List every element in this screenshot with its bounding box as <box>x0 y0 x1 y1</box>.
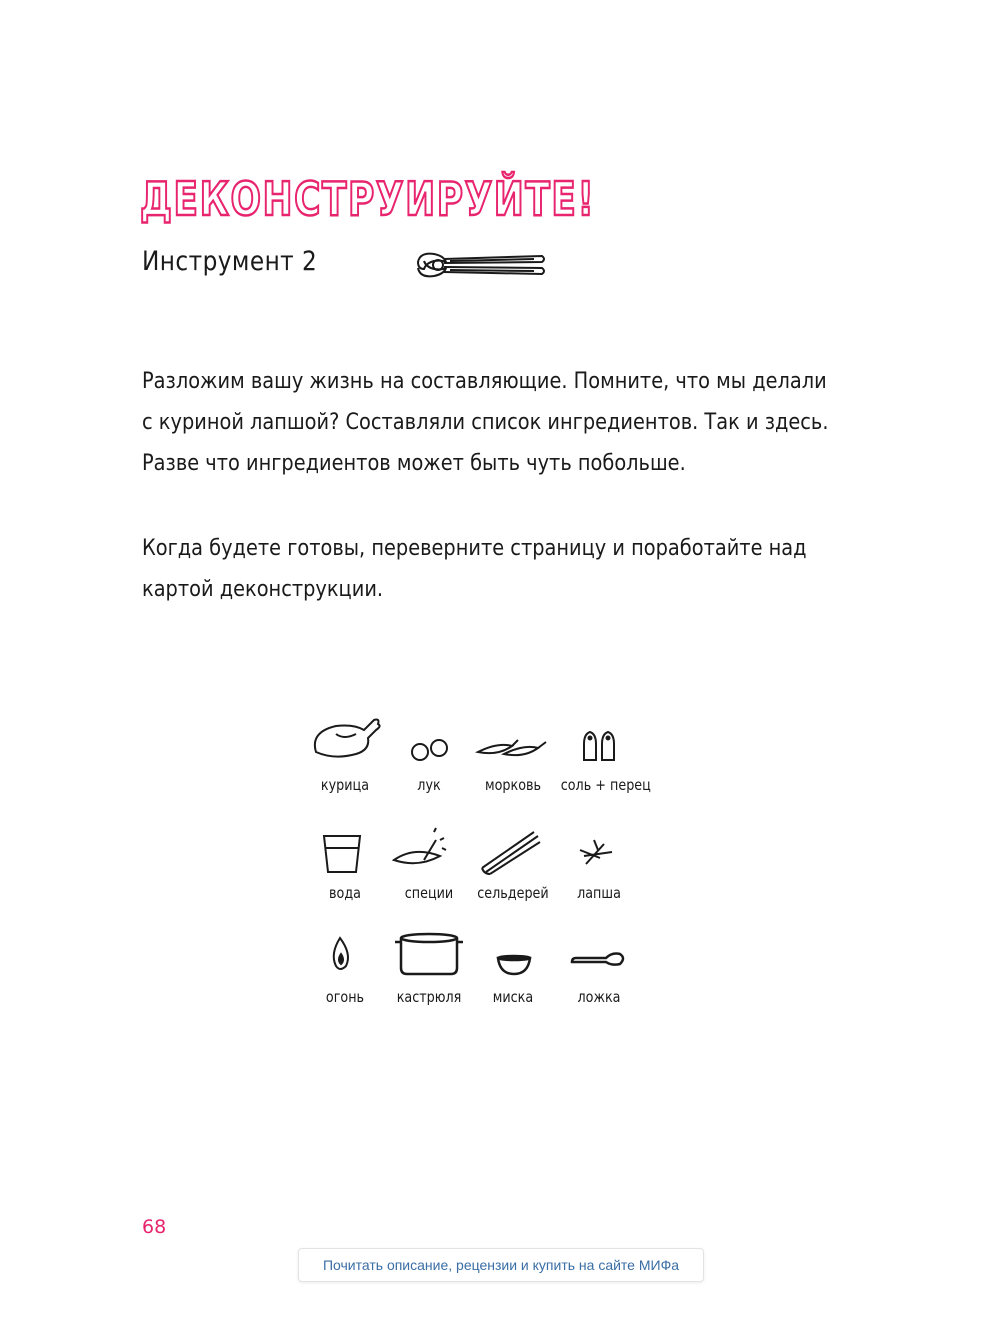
instruction-paragraph <box>142 528 846 610</box>
ingredient-item <box>384 820 474 902</box>
paragraph-line: с куриной лапшой? Составляли список ингредиентов. Так и здесь. <box>142 410 829 435</box>
fire-icon <box>300 924 390 984</box>
subtitle: Инструмент 2 <box>142 246 318 277</box>
ingredient-label: лук <box>417 776 441 794</box>
ingredient-item <box>468 712 558 794</box>
ingredient-label: лапша <box>577 884 621 902</box>
ingredient-item <box>554 820 644 902</box>
onion-icon <box>384 712 474 772</box>
ingredient-label: соль + перец <box>560 776 651 794</box>
ingredient-item <box>300 712 390 794</box>
bowl-icon <box>468 924 558 984</box>
noodles-icon <box>554 820 644 880</box>
water-cup-icon <box>300 820 390 880</box>
ingredient-item <box>300 820 390 902</box>
carrot-icon <box>468 712 558 772</box>
paragraph-line: Разложим вашу жизнь на составляющие. Помните, что мы делали <box>142 369 827 394</box>
buy-on-mif-link[interactable]: Почитать описание, рецензии и купить на сайте МИФа <box>298 1248 704 1282</box>
page-number: 68 <box>142 1216 167 1238</box>
salt-pepper-icon <box>554 712 644 772</box>
ingredient-label: морковь <box>484 776 542 794</box>
ingredient-item <box>384 924 474 1006</box>
pot-icon <box>384 924 474 984</box>
ingredient-label: сельдерей <box>477 884 549 902</box>
intro-paragraph <box>142 361 846 484</box>
spices-icon <box>384 820 474 880</box>
ingredient-label: огонь <box>325 988 365 1006</box>
ingredient-item <box>468 924 558 1006</box>
ingredient-item <box>300 924 390 1006</box>
ingredient-item <box>468 820 558 902</box>
ingredient-label: ложка <box>577 988 621 1006</box>
ingredient-item <box>554 712 651 794</box>
paragraph-line: картой деконструкции. <box>142 577 384 602</box>
spoon-icon <box>554 924 644 984</box>
ingredient-label: вода <box>329 884 361 902</box>
ingredient-label: миска <box>492 988 534 1006</box>
pliers-icon <box>414 248 546 282</box>
ingredient-label: специи <box>404 884 454 902</box>
ingredient-label: курица <box>320 776 370 794</box>
celery-icon <box>468 820 558 880</box>
page-title: ДЕКОНСТРУИРУЙТЕ! <box>140 172 596 226</box>
ingredient-item <box>384 712 474 794</box>
ingredient-label: кастрюля <box>396 988 462 1006</box>
chicken-icon <box>300 712 390 772</box>
paragraph-line: Когда будете готовы, переверните страницу и поработайте над <box>142 536 807 561</box>
ingredient-item <box>554 924 644 1006</box>
paragraph-line: Разве что ингредиентов может быть чуть побольше. <box>142 451 686 476</box>
